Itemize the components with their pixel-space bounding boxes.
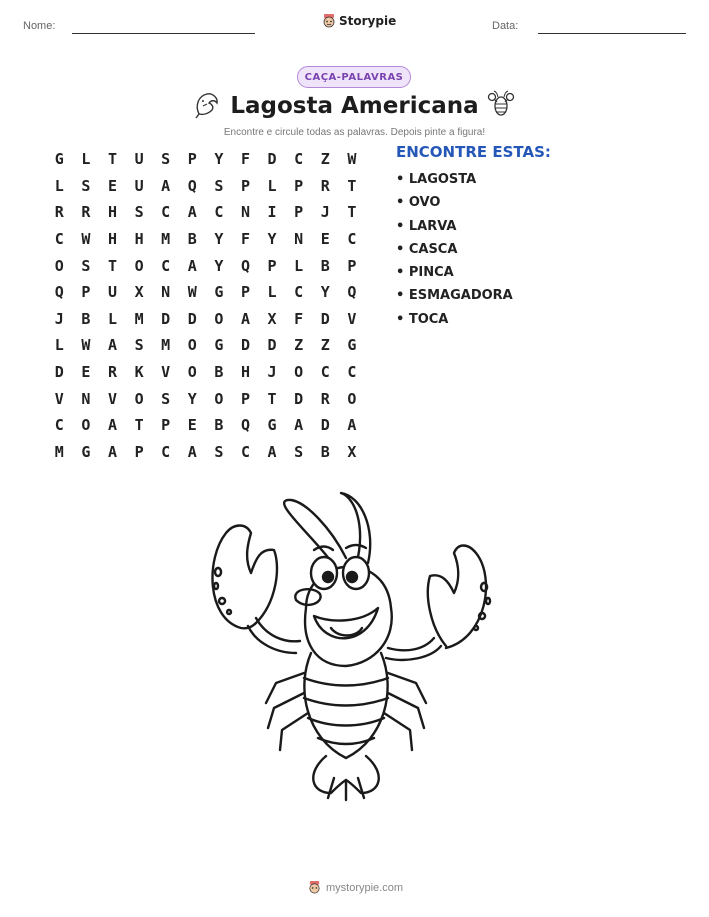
grid-cell[interactable]: P <box>347 256 357 275</box>
word-item: • LARVA <box>396 218 513 241</box>
grid-cell[interactable]: O <box>134 256 144 275</box>
grid-cell[interactable]: O <box>294 363 304 382</box>
grid-cell[interactable]: E <box>107 176 117 195</box>
grid-cell[interactable]: C <box>347 363 357 382</box>
grid-cell[interactable]: D <box>294 389 304 408</box>
grid-cell[interactable]: D <box>54 363 64 382</box>
storypie-mascot-icon <box>308 880 321 895</box>
grid-cell[interactable]: A <box>161 176 171 195</box>
grid-cell[interactable]: C <box>240 442 250 461</box>
grid-cell[interactable]: S <box>81 176 91 195</box>
grid-cell[interactable]: P <box>134 442 144 461</box>
grid-cell[interactable]: X <box>134 283 144 302</box>
grid-cell[interactable]: Y <box>214 256 224 275</box>
grid-cell[interactable]: L <box>81 150 91 169</box>
word-search-grid[interactable] <box>46 146 365 465</box>
grid-cell[interactable]: O <box>214 309 224 328</box>
grid-cell[interactable]: S <box>81 256 91 275</box>
grid-cell[interactable]: P <box>187 150 197 169</box>
grid-cell[interactable]: P <box>81 283 91 302</box>
grid-cell[interactable]: A <box>347 416 357 435</box>
grid-cell[interactable]: G <box>347 336 357 355</box>
grid-cell[interactable]: I <box>267 203 277 222</box>
grid-cell[interactable]: H <box>107 230 117 249</box>
grid-cell[interactable]: S <box>161 150 171 169</box>
lobster-coloring-illustration[interactable] <box>196 488 516 818</box>
date-label: Data: <box>492 20 519 32</box>
grid-cell[interactable]: G <box>54 150 64 169</box>
grid-cell[interactable]: A <box>240 309 250 328</box>
grid-cell[interactable]: W <box>347 150 357 169</box>
grid-cell[interactable]: A <box>294 416 304 435</box>
grid-cell[interactable]: S <box>161 389 171 408</box>
grid-cell[interactable]: A <box>187 203 197 222</box>
grid-cell[interactable]: T <box>107 150 117 169</box>
grid-cell[interactable]: C <box>214 203 224 222</box>
grid-cell[interactable]: A <box>187 256 197 275</box>
grid-cell[interactable]: Z <box>294 336 304 355</box>
grid-cell[interactable]: G <box>267 416 277 435</box>
grid-cell[interactable]: U <box>134 150 144 169</box>
grid-cell[interactable]: L <box>54 336 64 355</box>
grid-cell[interactable]: Y <box>214 150 224 169</box>
grid-cell[interactable]: S <box>134 336 144 355</box>
grid-cell[interactable]: C <box>294 150 304 169</box>
grid-cell[interactable]: M <box>161 230 171 249</box>
grid-cell[interactable]: E <box>81 363 91 382</box>
word-item: • OVO <box>396 194 513 217</box>
date-line[interactable] <box>538 33 686 34</box>
grid-cell[interactable]: T <box>267 389 277 408</box>
grid-cell[interactable]: L <box>107 309 117 328</box>
grid-cell[interactable]: C <box>54 416 64 435</box>
grid-cell[interactable]: C <box>54 230 64 249</box>
grid-cell[interactable]: S <box>214 176 224 195</box>
grid-cell[interactable]: O <box>214 389 224 408</box>
grid-cell[interactable]: T <box>134 416 144 435</box>
grid-cell[interactable]: E <box>187 416 197 435</box>
word-item: • TOCA <box>396 311 513 334</box>
grid-cell[interactable]: B <box>320 256 330 275</box>
grid-cell[interactable]: L <box>54 176 64 195</box>
grid-cell[interactable]: Z <box>320 150 330 169</box>
grid-cell[interactable]: P <box>240 176 250 195</box>
activity-badge: CAÇA-PALAVRAS <box>297 66 411 88</box>
word-list <box>396 171 513 334</box>
name-label: Nome: <box>23 20 56 32</box>
grid-cell[interactable]: B <box>187 230 197 249</box>
grid-cell[interactable]: D <box>320 309 330 328</box>
grid-cell[interactable]: M <box>54 442 64 461</box>
grid-cell[interactable]: F <box>240 230 250 249</box>
name-line[interactable] <box>72 33 255 34</box>
grid-cell[interactable]: Y <box>214 230 224 249</box>
grid-cell[interactable]: R <box>320 176 330 195</box>
grid-cell[interactable]: S <box>134 203 144 222</box>
grid-cell[interactable]: P <box>240 283 250 302</box>
grid-cell[interactable]: M <box>134 309 144 328</box>
grid-cell[interactable]: R <box>107 363 117 382</box>
grid-cell[interactable]: K <box>134 363 144 382</box>
grid-cell[interactable]: V <box>347 309 357 328</box>
grid-cell[interactable]: C <box>161 256 171 275</box>
grid-cell[interactable]: C <box>161 442 171 461</box>
grid-cell[interactable]: W <box>81 230 91 249</box>
grid-cell[interactable]: A <box>267 442 277 461</box>
grid-cell[interactable]: C <box>347 230 357 249</box>
grid-cell[interactable]: D <box>187 309 197 328</box>
grid-cell[interactable]: R <box>81 203 91 222</box>
grid-cell[interactable]: U <box>107 283 117 302</box>
grid-cell[interactable]: R <box>320 389 330 408</box>
grid-cell[interactable]: B <box>214 363 224 382</box>
grid-cell[interactable]: C <box>320 363 330 382</box>
grid-cell[interactable]: V <box>161 363 171 382</box>
grid-cell[interactable]: C <box>161 203 171 222</box>
grid-cell[interactable]: N <box>161 283 171 302</box>
grid-cell[interactable]: V <box>54 389 64 408</box>
grid-cell[interactable]: C <box>294 283 304 302</box>
word-item: • ESMAGADORA <box>396 287 513 310</box>
word-item: • CASCA <box>396 241 513 264</box>
grid-cell[interactable]: A <box>107 416 117 435</box>
grid-cell[interactable]: V <box>107 389 117 408</box>
grid-cell[interactable]: H <box>134 230 144 249</box>
grid-cell[interactable]: M <box>161 336 171 355</box>
grid-cell[interactable]: R <box>54 203 64 222</box>
word-list-title: ENCONTRE ESTAS: <box>396 143 551 161</box>
grid-cell[interactable]: Q <box>240 256 250 275</box>
grid-cell[interactable]: T <box>107 256 117 275</box>
grid-cell[interactable]: J <box>54 309 64 328</box>
grid-cell[interactable]: D <box>267 150 277 169</box>
footer-url: mystorypie.com <box>326 881 404 894</box>
grid-cell[interactable]: O <box>54 256 64 275</box>
grid-cell[interactable]: L <box>267 176 277 195</box>
grid-cell[interactable]: J <box>267 363 277 382</box>
grid-cell[interactable]: O <box>347 389 357 408</box>
grid-cell[interactable]: O <box>81 416 91 435</box>
grid-cell[interactable]: P <box>294 176 304 195</box>
grid-cell[interactable]: G <box>214 336 224 355</box>
lobster-icon <box>487 90 515 120</box>
grid-cell[interactable]: F <box>294 309 304 328</box>
brand-name: Storypie <box>339 14 397 28</box>
grid-cell[interactable]: W <box>81 336 91 355</box>
grid-cell[interactable]: Y <box>267 230 277 249</box>
storypie-mascot-icon <box>322 13 336 29</box>
grid-cell[interactable]: U <box>134 176 144 195</box>
grid-cell[interactable]: D <box>240 336 250 355</box>
grid-cell[interactable]: P <box>267 256 277 275</box>
grid-cell[interactable]: A <box>107 336 117 355</box>
grid-cell[interactable]: Y <box>187 389 197 408</box>
grid-cell[interactable]: P <box>294 203 304 222</box>
grid-cell[interactable]: Q <box>187 176 197 195</box>
grid-cell[interactable]: D <box>161 309 171 328</box>
grid-cell[interactable]: A <box>107 442 117 461</box>
grid-cell[interactable]: F <box>240 150 250 169</box>
grid-cell[interactable]: X <box>267 309 277 328</box>
grid-cell[interactable]: Q <box>54 283 64 302</box>
grid-cell[interactable]: P <box>161 416 171 435</box>
word-item: • LAGOSTA <box>396 171 513 194</box>
grid-cell[interactable]: H <box>107 203 117 222</box>
grid-cell[interactable]: X <box>347 442 357 461</box>
grid-cell[interactable]: Y <box>320 283 330 302</box>
grid-cell[interactable]: O <box>134 389 144 408</box>
page-title: Lagosta Americana <box>230 93 479 119</box>
grid-cell[interactable]: L <box>294 256 304 275</box>
grid-cell[interactable]: S <box>214 442 224 461</box>
grid-cell[interactable]: Q <box>347 283 357 302</box>
grid-cell[interactable]: G <box>214 283 224 302</box>
grid-cell[interactable]: S <box>294 442 304 461</box>
instructions: Encontre e circule todas as palavras. Depois pinte a figura! <box>223 127 486 138</box>
word-item: • PINCA <box>396 264 513 287</box>
grid-cell[interactable]: O <box>187 336 197 355</box>
grid-cell[interactable]: W <box>187 283 197 302</box>
grid-cell[interactable]: Z <box>320 336 330 355</box>
grid-cell[interactable]: B <box>320 442 330 461</box>
grid-cell[interactable]: N <box>240 203 250 222</box>
grid-cell[interactable]: H <box>240 363 250 382</box>
grid-cell[interactable]: P <box>240 389 250 408</box>
grid-cell[interactable]: G <box>81 442 91 461</box>
grid-cell[interactable]: N <box>81 389 91 408</box>
grid-cell[interactable]: D <box>267 336 277 355</box>
grid-cell[interactable]: Q <box>240 416 250 435</box>
grid-cell[interactable]: J <box>320 203 330 222</box>
footer <box>308 880 403 895</box>
brand-logo <box>322 13 396 29</box>
grid-cell[interactable]: T <box>347 203 357 222</box>
grid-cell[interactable]: A <box>187 442 197 461</box>
grid-cell[interactable]: E <box>320 230 330 249</box>
grid-cell[interactable]: N <box>294 230 304 249</box>
grid-cell[interactable]: T <box>347 176 357 195</box>
grid-cell[interactable]: O <box>187 363 197 382</box>
grid-cell[interactable]: L <box>267 283 277 302</box>
grid-cell[interactable]: B <box>81 309 91 328</box>
grid-cell[interactable]: B <box>214 416 224 435</box>
grid-cell[interactable]: D <box>320 416 330 435</box>
